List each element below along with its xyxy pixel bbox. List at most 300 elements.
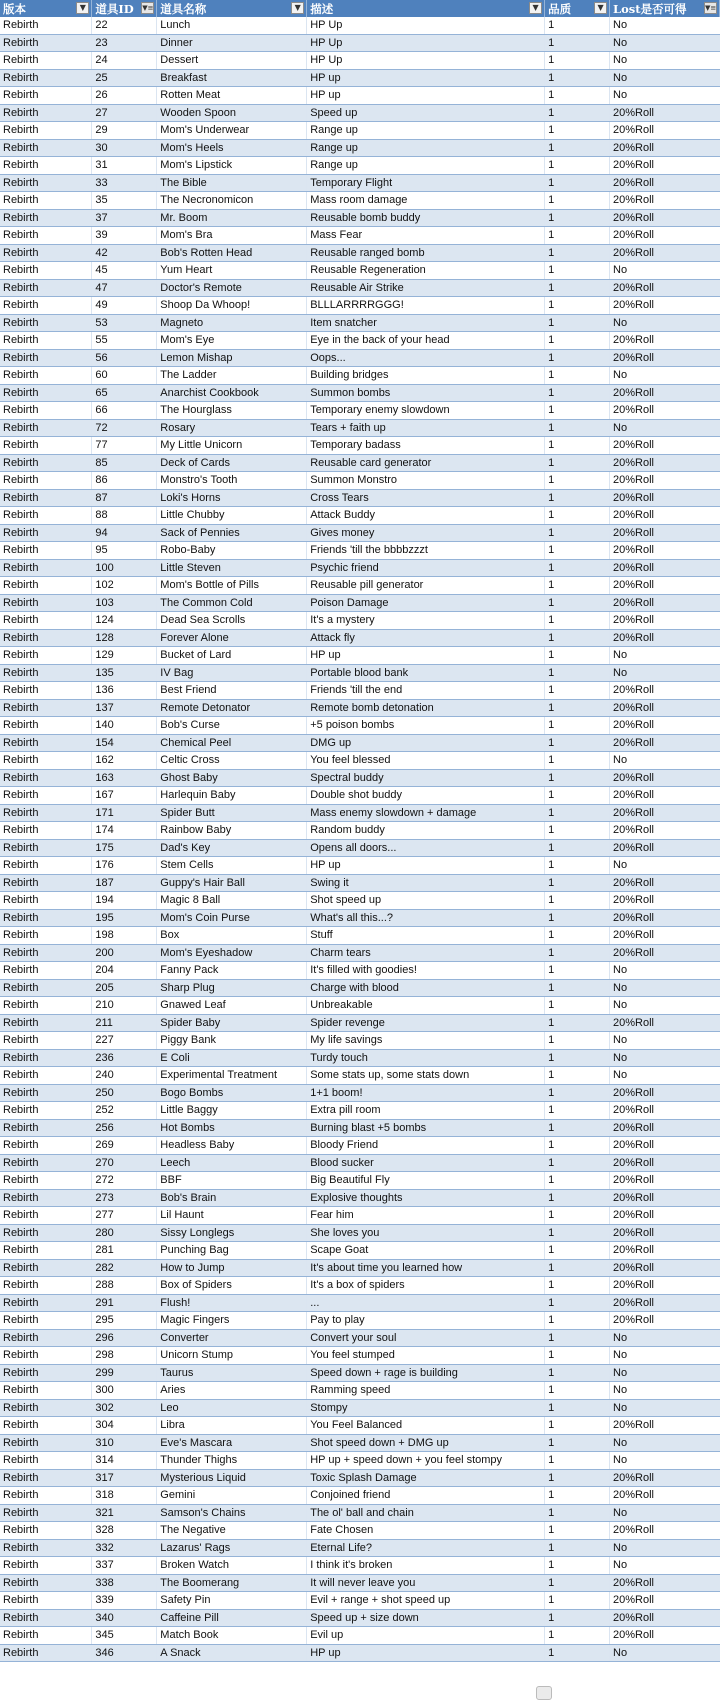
table-cell[interactable]: It will never leave you (307, 1574, 545, 1592)
table-cell[interactable]: Rebirth (0, 1434, 92, 1452)
table-cell[interactable]: Spider revenge (307, 1014, 545, 1032)
table-row[interactable] (0, 1382, 720, 1400)
table-cell[interactable]: Chemical Peel (157, 734, 307, 752)
table-row[interactable] (0, 1539, 720, 1557)
table-row[interactable] (0, 507, 720, 525)
table-cell[interactable]: No (610, 419, 720, 437)
table-cell[interactable]: Rebirth (0, 892, 92, 910)
table-cell[interactable]: 20%Roll (610, 1592, 720, 1610)
table-cell[interactable]: Rebirth (0, 1417, 92, 1435)
table-cell[interactable]: 1 (545, 1277, 610, 1295)
table-cell[interactable]: No (610, 17, 720, 34)
table-cell[interactable]: No (610, 69, 720, 87)
table-cell[interactable]: Rebirth (0, 1539, 92, 1557)
table-cell[interactable]: 1+1 boom! (307, 1084, 545, 1102)
table-cell[interactable]: 1 (545, 927, 610, 945)
table-cell[interactable]: 272 (92, 1172, 157, 1190)
table-cell[interactable]: Rebirth (0, 542, 92, 560)
table-cell[interactable]: 1 (545, 174, 610, 192)
table-cell[interactable]: Rebirth (0, 1259, 92, 1277)
table-cell[interactable]: 85 (92, 454, 157, 472)
table-cell[interactable]: Turdy touch (307, 1049, 545, 1067)
table-cell[interactable]: Rebirth (0, 612, 92, 630)
table-cell[interactable]: Dinner (157, 34, 307, 52)
table-cell[interactable]: Mass Fear (307, 227, 545, 245)
table-cell[interactable]: Mom's Underwear (157, 122, 307, 140)
table-cell[interactable]: 20%Roll (610, 874, 720, 892)
table-cell[interactable]: 45 (92, 262, 157, 280)
table-cell[interactable]: Reusable pill generator (307, 577, 545, 595)
table-cell[interactable]: Libra (157, 1417, 307, 1435)
table-row[interactable] (0, 1067, 720, 1085)
table-cell[interactable]: No (610, 1539, 720, 1557)
table-cell[interactable]: 1 (545, 507, 610, 525)
table-row[interactable] (0, 454, 720, 472)
table-cell[interactable]: 154 (92, 734, 157, 752)
table-cell[interactable]: Rebirth (0, 1242, 92, 1260)
table-cell[interactable]: Shot speed up (307, 892, 545, 910)
table-row[interactable] (0, 1364, 720, 1382)
table-cell[interactable]: Rebirth (0, 1347, 92, 1365)
table-cell[interactable]: 1 (545, 734, 610, 752)
table-row[interactable] (0, 1014, 720, 1032)
table-cell[interactable]: Rebirth (0, 734, 92, 752)
table-cell[interactable]: Rebirth (0, 1014, 92, 1032)
table-cell[interactable]: 162 (92, 752, 157, 770)
table-row[interactable] (0, 1434, 720, 1452)
table-cell[interactable]: 20%Roll (610, 734, 720, 752)
table-cell[interactable]: 340 (92, 1609, 157, 1627)
table-row[interactable] (0, 1399, 720, 1417)
table-cell[interactable]: Loki's Horns (157, 489, 307, 507)
table-cell[interactable]: Rebirth (0, 192, 92, 210)
table-cell[interactable]: Rebirth (0, 944, 92, 962)
table-cell[interactable]: Evil + range + shot speed up (307, 1592, 545, 1610)
table-cell[interactable]: 1 (545, 139, 610, 157)
table-cell[interactable]: Rebirth (0, 1382, 92, 1400)
table-cell[interactable]: Rebirth (0, 472, 92, 490)
table-cell[interactable]: You Feel Balanced (307, 1417, 545, 1435)
table-cell[interactable]: Rebirth (0, 1084, 92, 1102)
table-cell[interactable]: 24 (92, 52, 157, 70)
table-row[interactable] (0, 227, 720, 245)
table-row[interactable] (0, 997, 720, 1015)
table-cell[interactable]: 200 (92, 944, 157, 962)
table-cell[interactable]: 87 (92, 489, 157, 507)
table-cell[interactable]: 256 (92, 1119, 157, 1137)
table-cell[interactable]: 1 (545, 839, 610, 857)
table-row[interactable] (0, 1277, 720, 1295)
table-cell[interactable]: Stuff (307, 927, 545, 945)
table-row[interactable] (0, 157, 720, 175)
table-cell[interactable]: 20%Roll (610, 1609, 720, 1627)
table-cell[interactable]: Fate Chosen (307, 1522, 545, 1540)
table-cell[interactable]: Rebirth (0, 17, 92, 34)
table-cell[interactable]: 304 (92, 1417, 157, 1435)
table-row[interactable] (0, 577, 720, 595)
table-cell[interactable]: Rebirth (0, 332, 92, 350)
table-cell[interactable]: HP Up (307, 17, 545, 34)
table-cell[interactable]: HP up (307, 69, 545, 87)
table-cell[interactable]: 20%Roll (610, 1469, 720, 1487)
column-header-2[interactable] (157, 0, 307, 17)
table-cell[interactable]: Rebirth (0, 1137, 92, 1155)
table-cell[interactable]: 77 (92, 437, 157, 455)
table-cell[interactable]: 1 (545, 804, 610, 822)
table-cell[interactable]: 31 (92, 157, 157, 175)
table-cell[interactable]: Rebirth (0, 157, 92, 175)
table-cell[interactable]: No (610, 997, 720, 1015)
table-cell[interactable]: Piggy Bank (157, 1032, 307, 1050)
table-cell[interactable]: Dessert (157, 52, 307, 70)
table-cell[interactable]: ... (307, 1294, 545, 1312)
table-cell[interactable]: 20%Roll (610, 157, 720, 175)
table-cell[interactable]: Rebirth (0, 1172, 92, 1190)
table-row[interactable] (0, 384, 720, 402)
table-cell[interactable]: No (610, 647, 720, 665)
table-cell[interactable]: HP Up (307, 34, 545, 52)
table-row[interactable] (0, 1172, 720, 1190)
table-cell[interactable]: 1 (545, 1014, 610, 1032)
table-row[interactable] (0, 822, 720, 840)
table-cell[interactable]: 56 (92, 349, 157, 367)
table-cell[interactable]: 20%Roll (610, 524, 720, 542)
table-cell[interactable]: 1 (545, 1049, 610, 1067)
table-cell[interactable]: It's about time you learned how (307, 1259, 545, 1277)
table-cell[interactable]: 1 (545, 1452, 610, 1470)
table-cell[interactable]: Reusable Air Strike (307, 279, 545, 297)
table-row[interactable] (0, 332, 720, 350)
table-cell[interactable]: 1 (545, 244, 610, 262)
table-cell[interactable]: 291 (92, 1294, 157, 1312)
table-cell[interactable]: Rebirth (0, 647, 92, 665)
table-cell[interactable]: Monstro's Tooth (157, 472, 307, 490)
table-cell[interactable]: My life savings (307, 1032, 545, 1050)
table-cell[interactable]: Doctor's Remote (157, 279, 307, 297)
table-cell[interactable]: Rebirth (0, 437, 92, 455)
table-cell[interactable]: Wooden Spoon (157, 104, 307, 122)
table-cell[interactable]: 1 (545, 1084, 610, 1102)
table-row[interactable] (0, 69, 720, 87)
table-cell[interactable]: 318 (92, 1487, 157, 1505)
table-cell[interactable]: Headless Baby (157, 1137, 307, 1155)
table-cell[interactable]: 20%Roll (610, 1417, 720, 1435)
table-cell[interactable]: Little Baggy (157, 1102, 307, 1120)
table-cell[interactable]: 1 (545, 699, 610, 717)
table-cell[interactable]: Reusable card generator (307, 454, 545, 472)
table-cell[interactable]: No (610, 1364, 720, 1382)
table-cell[interactable]: Unicorn Stump (157, 1347, 307, 1365)
table-cell[interactable]: No (610, 1644, 720, 1662)
table-cell[interactable]: 1 (545, 909, 610, 927)
table-cell[interactable]: The Negative (157, 1522, 307, 1540)
table-cell[interactable]: No (610, 314, 720, 332)
table-cell[interactable]: 20%Roll (610, 1154, 720, 1172)
table-row[interactable] (0, 17, 720, 34)
table-row[interactable] (0, 682, 720, 700)
table-cell[interactable]: 1 (545, 34, 610, 52)
table-cell[interactable]: 1 (545, 822, 610, 840)
table-cell[interactable]: Mom's Bottle of Pills (157, 577, 307, 595)
table-cell[interactable]: 204 (92, 962, 157, 980)
table-cell[interactable]: Remote bomb detonation (307, 699, 545, 717)
table-cell[interactable]: 1 (545, 979, 610, 997)
table-row[interactable] (0, 769, 720, 787)
table-row[interactable] (0, 629, 720, 647)
table-cell[interactable]: Rebirth (0, 909, 92, 927)
table-cell[interactable]: Rebirth (0, 822, 92, 840)
table-row[interactable] (0, 1242, 720, 1260)
table-cell[interactable]: 198 (92, 927, 157, 945)
table-row[interactable] (0, 1294, 720, 1312)
table-cell[interactable]: 1 (545, 542, 610, 560)
table-cell[interactable]: Breakfast (157, 69, 307, 87)
table-cell[interactable]: 211 (92, 1014, 157, 1032)
table-row[interactable] (0, 1592, 720, 1610)
table-row[interactable] (0, 944, 720, 962)
filter-dropdown-icon[interactable]: ▼ (76, 2, 89, 14)
table-cell[interactable]: Stem Cells (157, 857, 307, 875)
table-cell[interactable]: Dead Sea Scrolls (157, 612, 307, 630)
table-cell[interactable]: 1 (545, 1469, 610, 1487)
table-cell[interactable]: 23 (92, 34, 157, 52)
table-cell[interactable]: 1 (545, 1154, 610, 1172)
table-cell[interactable]: 1 (545, 384, 610, 402)
table-cell[interactable]: No (610, 52, 720, 70)
table-cell[interactable]: No (610, 752, 720, 770)
table-row[interactable] (0, 542, 720, 560)
table-cell[interactable]: 175 (92, 839, 157, 857)
table-cell[interactable]: 20%Roll (610, 507, 720, 525)
table-cell[interactable]: 1 (545, 1434, 610, 1452)
table-cell[interactable]: 240 (92, 1067, 157, 1085)
table-cell[interactable]: 1 (545, 262, 610, 280)
table-cell[interactable]: Eve's Mascara (157, 1434, 307, 1452)
table-cell[interactable]: 1 (545, 1487, 610, 1505)
table-row[interactable] (0, 594, 720, 612)
table-cell[interactable]: No (610, 664, 720, 682)
table-cell[interactable]: 128 (92, 629, 157, 647)
table-cell[interactable]: No (610, 1557, 720, 1575)
table-cell[interactable]: 1 (545, 1382, 610, 1400)
table-cell[interactable]: Magic Fingers (157, 1312, 307, 1330)
table-cell[interactable]: 136 (92, 682, 157, 700)
table-cell[interactable]: Summon bombs (307, 384, 545, 402)
table-cell[interactable]: 27 (92, 104, 157, 122)
table-cell[interactable]: Flush! (157, 1294, 307, 1312)
table-cell[interactable]: Deck of Cards (157, 454, 307, 472)
table-row[interactable] (0, 104, 720, 122)
table-row[interactable] (0, 1032, 720, 1050)
table-cell[interactable]: 20%Roll (610, 612, 720, 630)
table-cell[interactable]: Ramming speed (307, 1382, 545, 1400)
table-cell[interactable]: 1 (545, 1294, 610, 1312)
table-cell[interactable]: 1 (545, 717, 610, 735)
table-cell[interactable]: Rebirth (0, 1609, 92, 1627)
table-cell[interactable]: 205 (92, 979, 157, 997)
table-cell[interactable]: Rebirth (0, 419, 92, 437)
table-cell[interactable]: Mass room damage (307, 192, 545, 210)
table-row[interactable] (0, 1452, 720, 1470)
table-cell[interactable]: 277 (92, 1207, 157, 1225)
column-header-3[interactable] (307, 0, 545, 17)
table-cell[interactable]: 1 (545, 87, 610, 105)
table-row[interactable] (0, 437, 720, 455)
table-cell[interactable]: Rebirth (0, 1049, 92, 1067)
table-cell[interactable]: Temporary enemy slowdown (307, 402, 545, 420)
table-cell[interactable]: HP up (307, 857, 545, 875)
table-cell[interactable]: Safety Pin (157, 1592, 307, 1610)
table-cell[interactable]: 1 (545, 944, 610, 962)
table-cell[interactable]: 20%Roll (610, 437, 720, 455)
table-cell[interactable]: Bucket of Lard (157, 647, 307, 665)
table-cell[interactable]: 1 (545, 1224, 610, 1242)
table-cell[interactable]: 314 (92, 1452, 157, 1470)
table-row[interactable] (0, 122, 720, 140)
table-cell[interactable]: No (610, 87, 720, 105)
table-cell[interactable]: Rebirth (0, 139, 92, 157)
table-cell[interactable]: Attack Buddy (307, 507, 545, 525)
table-cell[interactable]: 332 (92, 1539, 157, 1557)
table-cell[interactable]: 20%Roll (610, 104, 720, 122)
table-cell[interactable]: Temporary Flight (307, 174, 545, 192)
table-cell[interactable]: 338 (92, 1574, 157, 1592)
table-cell[interactable]: Temporary badass (307, 437, 545, 455)
table-cell[interactable]: Match Book (157, 1627, 307, 1645)
table-cell[interactable]: Rebirth (0, 1329, 92, 1347)
table-cell[interactable]: Rebirth (0, 1574, 92, 1592)
table-cell[interactable]: Rebirth (0, 717, 92, 735)
table-cell[interactable]: 1 (545, 857, 610, 875)
table-cell[interactable]: Gemini (157, 1487, 307, 1505)
table-cell[interactable]: 20%Roll (610, 699, 720, 717)
table-cell[interactable]: Lunch (157, 17, 307, 34)
table-cell[interactable]: 1 (545, 1504, 610, 1522)
table-cell[interactable]: 1 (545, 1067, 610, 1085)
table-cell[interactable]: 1 (545, 752, 610, 770)
table-cell[interactable]: 302 (92, 1399, 157, 1417)
table-cell[interactable]: Unbreakable (307, 997, 545, 1015)
table-cell[interactable]: The Boomerang (157, 1574, 307, 1592)
table-cell[interactable]: 1 (545, 1644, 610, 1662)
table-row[interactable] (0, 1522, 720, 1540)
table-cell[interactable]: 20%Roll (610, 909, 720, 927)
table-cell[interactable]: 1 (545, 1119, 610, 1137)
table-cell[interactable]: Bloody Friend (307, 1137, 545, 1155)
table-cell[interactable]: Rebirth (0, 209, 92, 227)
table-row[interactable] (0, 804, 720, 822)
table-cell[interactable]: Range up (307, 157, 545, 175)
table-cell[interactable]: Mom's Bra (157, 227, 307, 245)
table-cell[interactable]: 299 (92, 1364, 157, 1382)
table-cell[interactable]: 1 (545, 682, 610, 700)
table-cell[interactable]: 282 (92, 1259, 157, 1277)
table-cell[interactable]: 29 (92, 122, 157, 140)
column-header-4[interactable] (545, 0, 610, 17)
table-cell[interactable]: 20%Roll (610, 944, 720, 962)
table-row[interactable] (0, 174, 720, 192)
table-cell[interactable]: 20%Roll (610, 1259, 720, 1277)
table-cell[interactable]: 20%Roll (610, 227, 720, 245)
table-cell[interactable]: 1 (545, 227, 610, 245)
table-cell[interactable]: Rebirth (0, 87, 92, 105)
table-cell[interactable]: E Coli (157, 1049, 307, 1067)
table-row[interactable] (0, 1137, 720, 1155)
table-cell[interactable]: Sharp Plug (157, 979, 307, 997)
table-cell[interactable]: 1 (545, 402, 610, 420)
table-cell[interactable]: 1 (545, 279, 610, 297)
table-cell[interactable]: 1 (545, 314, 610, 332)
table-cell[interactable]: 20%Roll (610, 349, 720, 367)
table-cell[interactable]: No (610, 1382, 720, 1400)
table-cell[interactable]: Rebirth (0, 122, 92, 140)
table-cell[interactable]: 346 (92, 1644, 157, 1662)
table-cell[interactable]: 1 (545, 192, 610, 210)
table-cell[interactable]: 65 (92, 384, 157, 402)
table-cell[interactable]: Random buddy (307, 822, 545, 840)
table-cell[interactable]: 20%Roll (610, 717, 720, 735)
table-cell[interactable]: Rebirth (0, 297, 92, 315)
table-row[interactable] (0, 279, 720, 297)
table-cell[interactable]: Burning blast +5 bombs (307, 1119, 545, 1137)
table-cell[interactable]: Rebirth (0, 1119, 92, 1137)
table-row[interactable] (0, 927, 720, 945)
table-cell[interactable]: 281 (92, 1242, 157, 1260)
table-row[interactable] (0, 979, 720, 997)
table-cell[interactable]: Mass enemy slowdown + damage (307, 804, 545, 822)
table-cell[interactable]: 22 (92, 17, 157, 34)
table-cell[interactable]: Stompy (307, 1399, 545, 1417)
table-cell[interactable]: The Hourglass (157, 402, 307, 420)
table-cell[interactable]: No (610, 857, 720, 875)
table-cell[interactable]: Explosive thoughts (307, 1189, 545, 1207)
table-cell[interactable]: 42 (92, 244, 157, 262)
filter-dropdown-icon[interactable]: ▼ (594, 2, 607, 14)
table-cell[interactable]: 1 (545, 962, 610, 980)
table-cell[interactable]: Rebirth (0, 262, 92, 280)
table-cell[interactable]: 20%Roll (610, 1522, 720, 1540)
table-cell[interactable]: A Snack (157, 1644, 307, 1662)
table-cell[interactable]: Ghost Baby (157, 769, 307, 787)
table-row[interactable] (0, 699, 720, 717)
table-cell[interactable]: Conjoined friend (307, 1487, 545, 1505)
table-cell[interactable]: 163 (92, 769, 157, 787)
table-cell[interactable]: Remote Detonator (157, 699, 307, 717)
table-cell[interactable]: 1 (545, 489, 610, 507)
table-cell[interactable]: 167 (92, 787, 157, 805)
table-cell[interactable]: 20%Roll (610, 769, 720, 787)
table-cell[interactable]: Rebirth (0, 769, 92, 787)
table-cell[interactable]: You feel stumped (307, 1347, 545, 1365)
table-cell[interactable]: 20%Roll (610, 1574, 720, 1592)
table-cell[interactable]: The Bible (157, 174, 307, 192)
table-cell[interactable]: Range up (307, 139, 545, 157)
table-cell[interactable]: DMG up (307, 734, 545, 752)
table-cell[interactable]: 1 (545, 1242, 610, 1260)
table-cell[interactable]: Charm tears (307, 944, 545, 962)
table-row[interactable] (0, 1154, 720, 1172)
table-cell[interactable]: 1 (545, 367, 610, 385)
table-cell[interactable]: Box (157, 927, 307, 945)
table-cell[interactable]: Broken Watch (157, 1557, 307, 1575)
table-cell[interactable]: Mom's Coin Purse (157, 909, 307, 927)
table-cell[interactable]: 1 (545, 769, 610, 787)
table-cell[interactable]: 176 (92, 857, 157, 875)
table-row[interactable] (0, 1312, 720, 1330)
table-cell[interactable]: It's a mystery (307, 612, 545, 630)
table-row[interactable] (0, 1119, 720, 1137)
table-cell[interactable]: 187 (92, 874, 157, 892)
